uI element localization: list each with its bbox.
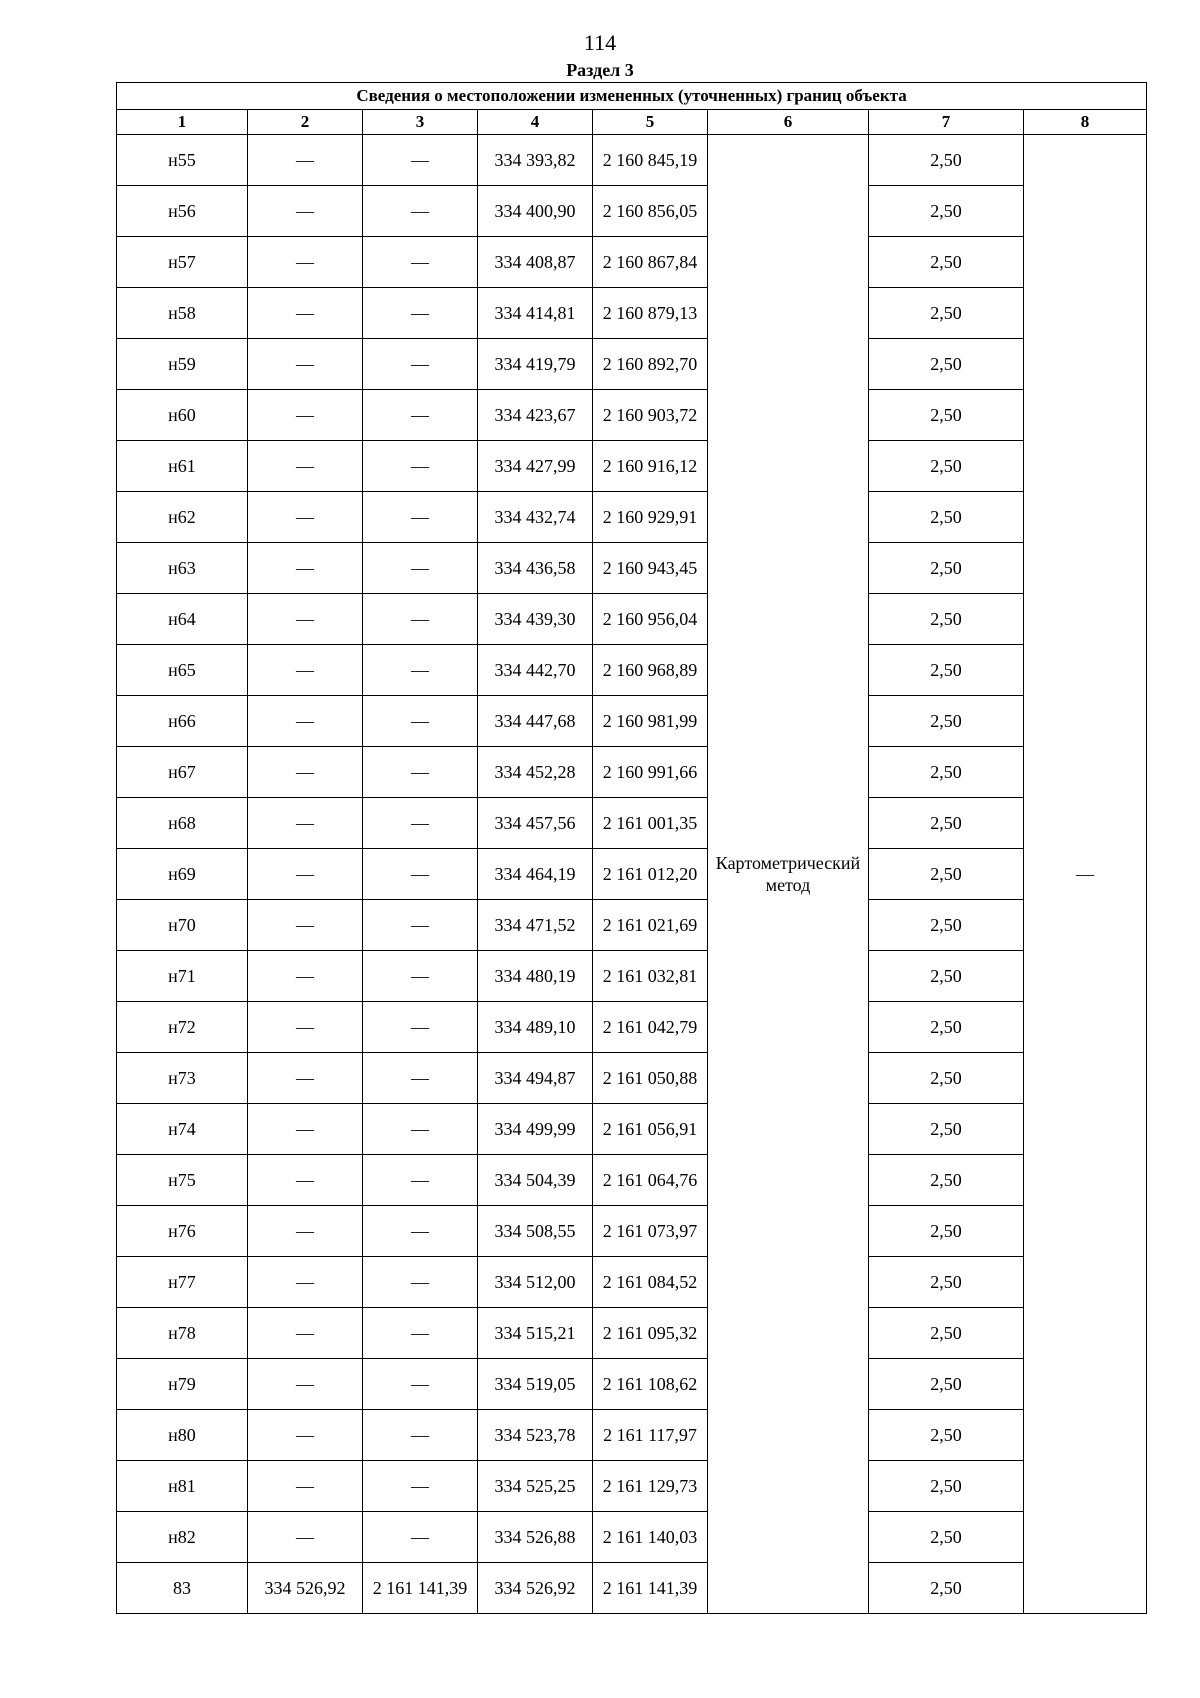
old-x-cell: — — [248, 951, 363, 1002]
table-row — [117, 1359, 1147, 1410]
point-number-cell: н68 — [117, 798, 248, 849]
point-number-cell: н79 — [117, 1359, 248, 1410]
accuracy-cell: 2,50 — [869, 849, 1024, 900]
old-y-cell: — — [363, 1257, 478, 1308]
old-y-cell: — — [363, 1002, 478, 1053]
new-x-cell: 334 442,70 — [478, 645, 593, 696]
old-x-cell: — — [248, 441, 363, 492]
old-y-cell: — — [363, 594, 478, 645]
new-x-cell: 334 489,10 — [478, 1002, 593, 1053]
new-y-cell: 2 160 879,13 — [593, 288, 708, 339]
new-x-cell: 334 427,99 — [478, 441, 593, 492]
point-number-cell: н65 — [117, 645, 248, 696]
accuracy-cell: 2,50 — [869, 645, 1024, 696]
point-number-cell: н58 — [117, 288, 248, 339]
old-x-cell: — — [248, 1257, 363, 1308]
old-y-cell: — — [363, 492, 478, 543]
accuracy-cell: 2,50 — [869, 594, 1024, 645]
new-y-cell: 2 161 095,32 — [593, 1308, 708, 1359]
point-number-cell: н67 — [117, 747, 248, 798]
accuracy-cell: 2,50 — [869, 900, 1024, 951]
accuracy-cell: 2,50 — [869, 237, 1024, 288]
old-y-cell: — — [363, 1512, 478, 1563]
old-y-cell: — — [363, 441, 478, 492]
point-number-cell: н69 — [117, 849, 248, 900]
old-x-cell: — — [248, 288, 363, 339]
table-row — [117, 696, 1147, 747]
new-y-cell: 2 160 903,72 — [593, 390, 708, 441]
point-number-cell: 83 — [117, 1563, 248, 1614]
new-x-cell: 334 423,67 — [478, 390, 593, 441]
new-y-cell: 2 161 056,91 — [593, 1104, 708, 1155]
accuracy-cell: 2,50 — [869, 1257, 1024, 1308]
accuracy-cell: 2,50 — [869, 390, 1024, 441]
old-x-cell: — — [248, 1461, 363, 1512]
table-row — [117, 900, 1147, 951]
point-number-cell: н70 — [117, 900, 248, 951]
old-x-cell: — — [248, 696, 363, 747]
new-x-cell: 334 414,81 — [478, 288, 593, 339]
table-row — [117, 1155, 1147, 1206]
point-number-cell: н80 — [117, 1410, 248, 1461]
table-row — [117, 1104, 1147, 1155]
accuracy-cell: 2,50 — [869, 135, 1024, 186]
old-x-cell: 334 526,92 — [248, 1563, 363, 1614]
accuracy-cell: 2,50 — [869, 1053, 1024, 1104]
new-x-cell: 334 439,30 — [478, 594, 593, 645]
old-y-cell: — — [363, 747, 478, 798]
point-number-cell: н75 — [117, 1155, 248, 1206]
new-y-cell: 2 160 916,12 — [593, 441, 708, 492]
old-x-cell: — — [248, 135, 363, 186]
new-x-cell: 334 452,28 — [478, 747, 593, 798]
new-x-cell: 334 432,74 — [478, 492, 593, 543]
old-x-cell: — — [248, 390, 363, 441]
old-y-cell: — — [363, 1308, 478, 1359]
old-x-cell: — — [248, 645, 363, 696]
table-row — [117, 798, 1147, 849]
accuracy-cell: 2,50 — [869, 492, 1024, 543]
new-y-cell: 2 160 892,70 — [593, 339, 708, 390]
accuracy-cell: 2,50 — [869, 1308, 1024, 1359]
new-x-cell: 334 525,25 — [478, 1461, 593, 1512]
table-body — [117, 135, 1147, 1614]
point-number-cell: н59 — [117, 339, 248, 390]
old-y-cell: — — [363, 543, 478, 594]
table-row — [117, 1002, 1147, 1053]
accuracy-cell: 2,50 — [869, 951, 1024, 1002]
point-number-cell: н82 — [117, 1512, 248, 1563]
old-y-cell: — — [363, 1461, 478, 1512]
column-number-5: 5 — [593, 110, 708, 135]
old-y-cell: — — [363, 645, 478, 696]
new-x-cell: 334 464,19 — [478, 849, 593, 900]
table-row — [117, 390, 1147, 441]
accuracy-cell: 2,50 — [869, 1002, 1024, 1053]
point-number-cell: н55 — [117, 135, 248, 186]
column-number-8: 8 — [1024, 110, 1147, 135]
accuracy-cell: 2,50 — [869, 1206, 1024, 1257]
point-number-cell: н57 — [117, 237, 248, 288]
accuracy-cell: 2,50 — [869, 1410, 1024, 1461]
boundary-points-table — [116, 82, 1147, 1614]
new-x-cell: 334 436,58 — [478, 543, 593, 594]
point-number-cell: н63 — [117, 543, 248, 594]
new-y-cell: 2 161 117,97 — [593, 1410, 708, 1461]
table-row — [117, 492, 1147, 543]
old-y-cell: — — [363, 339, 478, 390]
old-y-cell: — — [363, 237, 478, 288]
table-row — [117, 1563, 1147, 1614]
old-y-cell: — — [363, 1104, 478, 1155]
old-x-cell: — — [248, 339, 363, 390]
column-number-4: 4 — [478, 110, 593, 135]
new-x-cell: 334 471,52 — [478, 900, 593, 951]
old-y-cell: — — [363, 1155, 478, 1206]
point-number-cell: н77 — [117, 1257, 248, 1308]
new-y-cell: 2 160 867,84 — [593, 237, 708, 288]
column-number-2: 2 — [248, 110, 363, 135]
old-x-cell: — — [248, 1359, 363, 1410]
new-y-cell: 2 161 141,39 — [593, 1563, 708, 1614]
accuracy-cell: 2,50 — [869, 1512, 1024, 1563]
new-y-cell: 2 161 042,79 — [593, 1002, 708, 1053]
new-y-cell: 2 161 084,52 — [593, 1257, 708, 1308]
old-y-cell: — — [363, 186, 478, 237]
old-y-cell: — — [363, 390, 478, 441]
table-row — [117, 594, 1147, 645]
accuracy-cell: 2,50 — [869, 288, 1024, 339]
old-y-cell: — — [363, 798, 478, 849]
table-row — [117, 441, 1147, 492]
old-x-cell: — — [248, 1155, 363, 1206]
old-x-cell: — — [248, 1308, 363, 1359]
point-number-cell: н81 — [117, 1461, 248, 1512]
old-x-cell: — — [248, 492, 363, 543]
accuracy-cell: 2,50 — [869, 798, 1024, 849]
new-x-cell: 334 526,92 — [478, 1563, 593, 1614]
old-x-cell: — — [248, 798, 363, 849]
new-y-cell: 2 161 050,88 — [593, 1053, 708, 1104]
table-row — [117, 237, 1147, 288]
new-y-cell: 2 161 064,76 — [593, 1155, 708, 1206]
point-number-cell: н72 — [117, 1002, 248, 1053]
table-row — [117, 645, 1147, 696]
old-x-cell: — — [248, 186, 363, 237]
new-x-cell: 334 512,00 — [478, 1257, 593, 1308]
old-x-cell: — — [248, 1053, 363, 1104]
point-number-cell: н74 — [117, 1104, 248, 1155]
new-x-cell: 334 508,55 — [478, 1206, 593, 1257]
old-x-cell: — — [248, 1206, 363, 1257]
column-number-6: 6 — [708, 110, 869, 135]
table-row — [117, 135, 1147, 186]
new-x-cell: 334 523,78 — [478, 1410, 593, 1461]
column8-cell: — — [1024, 135, 1147, 1614]
accuracy-cell: 2,50 — [869, 747, 1024, 798]
old-x-cell: — — [248, 543, 363, 594]
table-row — [117, 1257, 1147, 1308]
new-x-cell: 334 504,39 — [478, 1155, 593, 1206]
new-y-cell: 2 161 021,69 — [593, 900, 708, 951]
point-number-cell: н66 — [117, 696, 248, 747]
point-number-cell: н56 — [117, 186, 248, 237]
old-x-cell: — — [248, 1410, 363, 1461]
new-x-cell: 334 393,82 — [478, 135, 593, 186]
column-number-7: 7 — [869, 110, 1024, 135]
table-row — [117, 1461, 1147, 1512]
new-x-cell: 334 447,68 — [478, 696, 593, 747]
table-row — [117, 1410, 1147, 1461]
accuracy-cell: 2,50 — [869, 1155, 1024, 1206]
table-row — [117, 1512, 1147, 1563]
new-y-cell: 2 161 001,35 — [593, 798, 708, 849]
old-y-cell: — — [363, 951, 478, 1002]
new-y-cell: 2 161 032,81 — [593, 951, 708, 1002]
new-y-cell: 2 161 140,03 — [593, 1512, 708, 1563]
method-cell: Картометрический метод — [708, 135, 869, 1614]
table-row — [117, 186, 1147, 237]
table-row — [117, 288, 1147, 339]
old-x-cell: — — [248, 1002, 363, 1053]
new-x-cell: 334 457,56 — [478, 798, 593, 849]
table-row — [117, 951, 1147, 1002]
new-y-cell: 2 161 073,97 — [593, 1206, 708, 1257]
new-y-cell: 2 160 845,19 — [593, 135, 708, 186]
point-number-cell: н62 — [117, 492, 248, 543]
new-x-cell: 334 400,90 — [478, 186, 593, 237]
old-y-cell: — — [363, 1053, 478, 1104]
new-x-cell: 334 526,88 — [478, 1512, 593, 1563]
old-x-cell: — — [248, 1104, 363, 1155]
new-y-cell: 2 161 012,20 — [593, 849, 708, 900]
point-number-cell: н76 — [117, 1206, 248, 1257]
page-number: 114 — [583, 30, 617, 55]
old-y-cell: — — [363, 1359, 478, 1410]
table-row — [117, 1308, 1147, 1359]
column-number-1: 1 — [117, 110, 248, 135]
old-y-cell: — — [363, 135, 478, 186]
old-y-cell: 2 161 141,39 — [363, 1563, 478, 1614]
new-y-cell: 2 160 991,66 — [593, 747, 708, 798]
table-row — [117, 849, 1147, 900]
accuracy-cell: 2,50 — [869, 186, 1024, 237]
old-x-cell: — — [248, 849, 363, 900]
old-x-cell: — — [248, 1512, 363, 1563]
accuracy-cell: 2,50 — [869, 1359, 1024, 1410]
accuracy-cell: 2,50 — [869, 543, 1024, 594]
new-x-cell: 334 519,05 — [478, 1359, 593, 1410]
old-y-cell: — — [363, 900, 478, 951]
table-row — [117, 339, 1147, 390]
new-y-cell: 2 161 129,73 — [593, 1461, 708, 1512]
point-number-cell: н71 — [117, 951, 248, 1002]
accuracy-cell: 2,50 — [869, 1563, 1024, 1614]
new-x-cell: 334 499,99 — [478, 1104, 593, 1155]
new-y-cell: 2 160 956,04 — [593, 594, 708, 645]
column-number-row — [117, 110, 1147, 135]
old-x-cell: — — [248, 594, 363, 645]
new-x-cell: 334 494,87 — [478, 1053, 593, 1104]
point-number-cell: н61 — [117, 441, 248, 492]
new-y-cell: 2 160 856,05 — [593, 186, 708, 237]
accuracy-cell: 2,50 — [869, 441, 1024, 492]
old-x-cell: — — [248, 900, 363, 951]
accuracy-cell: 2,50 — [869, 696, 1024, 747]
table-row — [117, 1053, 1147, 1104]
new-y-cell: 2 161 108,62 — [593, 1359, 708, 1410]
new-y-cell: 2 160 981,99 — [593, 696, 708, 747]
old-x-cell: — — [248, 747, 363, 798]
accuracy-cell: 2,50 — [869, 339, 1024, 390]
table-caption: Сведения о местоположении измененных (уточненных) границ объекта — [117, 83, 1147, 110]
new-x-cell: 334 515,21 — [478, 1308, 593, 1359]
new-x-cell: 334 408,87 — [478, 237, 593, 288]
column-number-3: 3 — [363, 110, 478, 135]
new-y-cell: 2 160 929,91 — [593, 492, 708, 543]
new-x-cell: 334 480,19 — [478, 951, 593, 1002]
section-title: Раздел 3 — [566, 60, 634, 80]
table-row — [117, 747, 1147, 798]
table-row — [117, 1206, 1147, 1257]
point-number-cell: н78 — [117, 1308, 248, 1359]
new-y-cell: 2 160 943,45 — [593, 543, 708, 594]
new-x-cell: 334 419,79 — [478, 339, 593, 390]
old-y-cell: — — [363, 288, 478, 339]
table-row — [117, 543, 1147, 594]
new-y-cell: 2 160 968,89 — [593, 645, 708, 696]
old-y-cell: — — [363, 696, 478, 747]
old-y-cell: — — [363, 1410, 478, 1461]
accuracy-cell: 2,50 — [869, 1461, 1024, 1512]
old-x-cell: — — [248, 237, 363, 288]
accuracy-cell: 2,50 — [869, 1104, 1024, 1155]
point-number-cell: н64 — [117, 594, 248, 645]
old-y-cell: — — [363, 849, 478, 900]
old-y-cell: — — [363, 1206, 478, 1257]
point-number-cell: н60 — [117, 390, 248, 441]
point-number-cell: н73 — [117, 1053, 248, 1104]
